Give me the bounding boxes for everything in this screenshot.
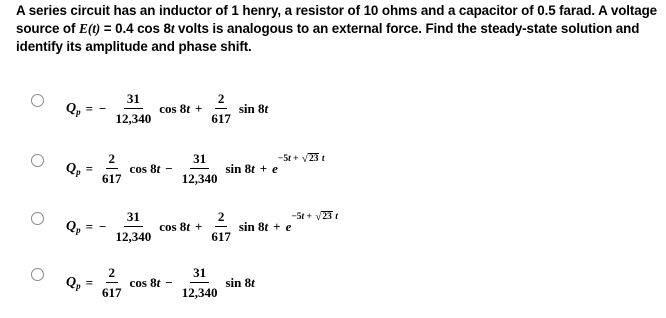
exponential-term: e −5 t + √ 23 t bbox=[285, 210, 338, 234]
operator: − bbox=[165, 274, 173, 290]
sin-term: sin 8t bbox=[225, 160, 255, 176]
operator: + bbox=[259, 160, 268, 176]
operator: + bbox=[273, 218, 281, 234]
answer-choice-2[interactable] bbox=[0, 148, 666, 204]
operator: − bbox=[165, 160, 173, 176]
fraction-1: $\frac{2}{617}$ bbox=[102, 151, 122, 186]
fraction-1: $\frac{31}{12,340}$ bbox=[115, 209, 152, 244]
question-text bbox=[16, 2, 662, 56]
exponential-term: e −5 t + √ 23 t bbox=[272, 152, 325, 176]
choice-3-expression bbox=[66, 209, 338, 244]
cos-term: cos 8t bbox=[159, 218, 190, 234]
equals-sign: = bbox=[85, 218, 94, 234]
fraction-2: $\frac{2}{617}$ bbox=[211, 209, 231, 244]
cos-term: cos 8t bbox=[129, 160, 161, 176]
sqrt-symbol: √ bbox=[315, 210, 322, 223]
radio-button-choice-4[interactable] bbox=[31, 268, 44, 281]
charge-variable: $Q_p$ bbox=[66, 160, 81, 177]
charge-variable: $Q_p$ bbox=[66, 274, 81, 291]
answer-choice-4[interactable] bbox=[0, 262, 666, 318]
sin-term: sin 8t bbox=[238, 218, 269, 234]
fraction-1: $\frac{31}{12,340}$ bbox=[115, 91, 152, 126]
time-variable: t bbox=[170, 21, 175, 36]
sin-term: sin 8t bbox=[225, 274, 255, 290]
answer-choice-3[interactable] bbox=[0, 206, 666, 262]
operator: + bbox=[194, 100, 203, 116]
sqrt-symbol: √ bbox=[301, 152, 308, 165]
fraction-2: $\frac{31}{12,340}$ bbox=[181, 265, 218, 300]
cos-term: cos 8t bbox=[159, 100, 190, 116]
question-text-part: volts is analogous to an external force. Find the steady-state solution and identify its amplitude and phase shift. bbox=[16, 21, 640, 54]
fraction-1: $\frac{2}{617}$ bbox=[102, 265, 122, 300]
radio-button-choice-1[interactable] bbox=[31, 94, 44, 107]
radio-button-choice-2[interactable] bbox=[31, 154, 44, 167]
equals-sign: = bbox=[85, 160, 94, 176]
voltage-function: E(t) bbox=[79, 21, 101, 36]
operator: + bbox=[194, 218, 203, 234]
negative-sign: − bbox=[99, 100, 107, 116]
fraction-2: $\frac{31}{12,340}$ bbox=[181, 151, 218, 186]
charge-variable: $Q_p$ bbox=[66, 100, 81, 117]
equals-sign: = bbox=[85, 100, 94, 116]
negative-sign: − bbox=[99, 218, 107, 234]
choice-4-expression bbox=[66, 265, 257, 300]
cos-term: cos 8t bbox=[129, 274, 161, 290]
question-text-part: = 0.4 cos 8 bbox=[100, 21, 171, 36]
radio-button-choice-3[interactable] bbox=[31, 212, 44, 225]
fraction-2: $\frac{2}{617}$ bbox=[211, 91, 231, 126]
equals-sign: = bbox=[85, 274, 94, 290]
choice-1-expression bbox=[66, 91, 270, 126]
choice-2-expression bbox=[66, 151, 324, 186]
charge-variable: $Q_p$ bbox=[66, 218, 81, 235]
question-text-part: A series circuit has an inductor of 1 henry, a resistor of 10 ohms and a capacitor of 0.5 farad. A voltage source of bbox=[16, 3, 658, 36]
sin-term: sin 8t bbox=[238, 100, 269, 116]
answer-choice-1[interactable] bbox=[0, 88, 666, 144]
